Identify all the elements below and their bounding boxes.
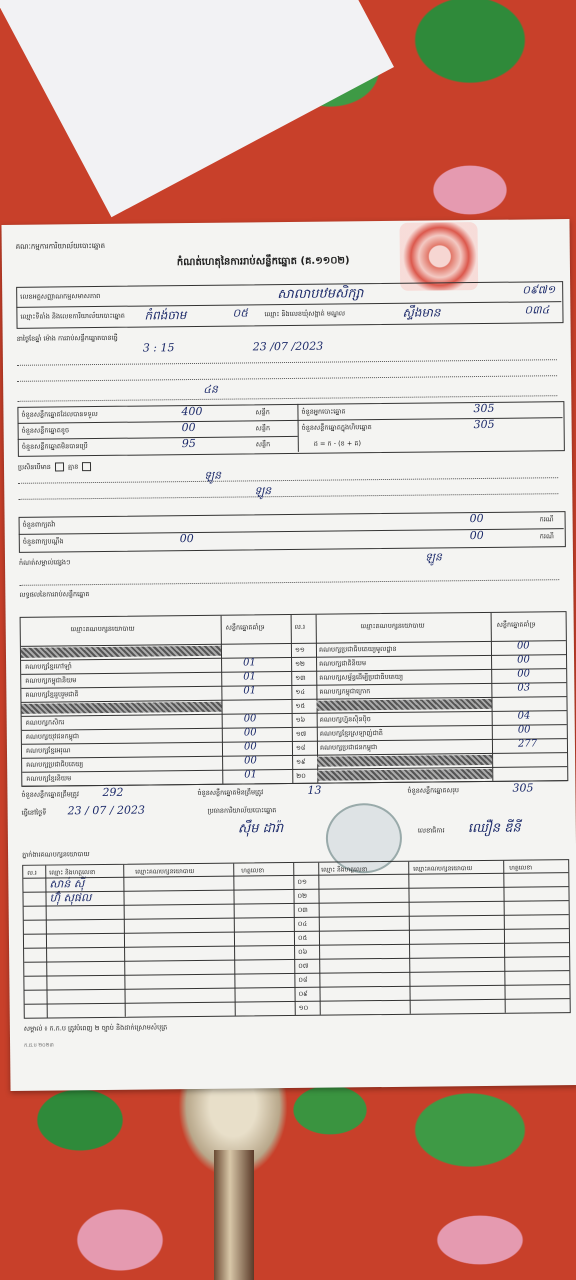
- party-votes: 00: [517, 668, 531, 680]
- handwritten-date: 23 /07 /2023: [252, 339, 324, 354]
- row-number: ១១: [294, 645, 305, 654]
- party-votes: 00: [517, 724, 531, 736]
- handwritten-commune: សាលាបឋមសិក្សា: [277, 286, 364, 303]
- observer-row-number: ០៣: [297, 905, 308, 914]
- row-number: ១៧: [295, 729, 307, 738]
- party-votes: 03: [517, 682, 531, 694]
- row-number: ១៦: [295, 715, 306, 724]
- party-results-table: ឈ្មោះគណបក្សនយោបាយ សន្លឹកឆ្នោតគាំទ្រ ល.រ ឈ្មោះគណបក្សនយោបាយ សន្លឹកឆ្នោតគាំទ្រ គណបក្សប្រជាធិបតេយ្យមូលដ្ឋាន 00 ១១ គណបក្សខ្មែរកៅឡាំ 01 គណបក្សជាតិនិយម 00 ១២ គណបក្សកម្ពុជានិយម 01 គណបក្សសម្ព័ន្ធដើម្បីប្រជាធិបតេយ្យ 00 ១៣ គណបក្សខ្មែររួបរួមជាតិ 01 គណបក្សកម្ពុជាក្រោក 03 ១៤ ១៥ គណបក្សកសិករ 00 គណបក្សហ្វ៊ុនស៊ិនប៉ិច 04 ១៦ គណបក្សយុវជនកម្ពុជា 00 គណបក្សខ្មែរស្រឡាញ់ជាតិ 00 ១៧ គណបក្សខ្មែរអរុណ 00 គណបក្សប្រជាជនកម្ពុជា 277 ១៨ គណបក្សប្រជាធិបតេយ្យ 00 ១៩ គណបក្សខ្មែរនិយម 01 ២០: [20, 611, 569, 787]
- red-official-seal: [399, 222, 478, 291]
- party-name: គណបក្សខ្មែរនិយម: [26, 774, 72, 783]
- vote-count-report-document: គណៈកម្មការការិយាល័យបោះឆ្នោត កំណត់ហេតុនៃការរាប់សន្លឹកឆ្នោត (គ.១១០២) លេខអត្តសញ្ញាណកម្មសមាសភាព ឈ្មោះទីតាំង និងលេខការិយាល័យបោះឆ្នោត កំពង់ចាម ០៥ សាលាបឋមសិក្សា ០៩៧១ ឈ្មោះ និងលេខឃុំសង្កាត់ មណ្ឌល ស្ទឹងមាន ០៣៤ នាថ្ងៃខែឆ្នាំ ម៉ោង ការរាប់សន្លឹកឆ្នោតបានធ្វើ 3 : 15 23 /07 /2023 ៤ន ចំនួនសន្លឹកឆ្នោតដែលបានទទួល ចំនួនសន្លឹកឆ្នោតខូច ចំនួនសន្លឹកឆ្នោតមិនបានប្រើ 400 00 95 សន្លឹក សន្លឹក សន្លឹក ចំនួនអ្នកបោះឆ្នោត ចំនួនសន្លឹកឆ្នោតក្នុងហិបឆ្នោត 305 305 ដ = ក - (ខ + គ) ប្រសិនបើមាន គ្មាន ឡូន ឡូន ចំនួនពាក្យតវ៉ា ចំនួនពាក្យបណ្តឹង 00 00 00 ករណី ករណី កំណត់សម្គាល់ផ្សេងៗ ឡូន លទ្ធផលនៃការរាប់សន្លឹកឆ្នោត ឈ្មោះគណបក្សនយោបាយ សន្លឹកឆ្នោតគាំទ្រ ល.រ ឈ្មោះគណបក្សនយោបាយ សន្លឹកឆ្នោតគាំទ្រ គណបក្សប្រជាធិបតេយ្យមូលដ្ឋាន 00 ១១ គណបក្សខ្មែរកៅឡាំ 01 គណបក្សជាតិនិយម 00 ១២ គណបក្សកម្ពុជានិយម 01 គណបក្សសម្ព័ន្ធដើម្បីប្រជាធិបតេយ្យ 00 ១៣ គណបក្សខ្មែររួបរួមជាតិ 01 គណបក្សកម្ពុជាក្រោក 03 ១៤ ១៥ គណបក្សកសិករ 00 គណបក្សហ្វ៊ុនស៊ិនប៉ិច 04 ១៦ គណបក្សយុវជនកម្ពុជា 00 គណបក្សខ្មែរស្រឡាញ់ជាតិ 00 ១៧ គណបក្សខ្មែរអរុណ 00 គណបក្សប្រជាជនកម្ពុជា 277 ១៨ គណបក្សប្រជាធិបតេយ្យ 00 ១៩ គណបក្សខ្មែរនិយម 01 ២០ ចំនួនសន្លឹកឆ្នោតត្រឹមត្រូវ 292 ចំនួនសន្លឹកឆ្នោតមិនត្រឹមត្រូវ 13 ចំនួនសន្លឹកឆ្នោតសរុប 305 ធ្វើនៅថ្ងៃទី 23 / 07 / 2023 ប្រធានការិយាល័យបោះឆ្នោត ស៊ឹម ដារ៉ា លេខាធិការ ឈឿន ឌីនី ភ្នាក់ងារគណបក្សនយោបាយ ល.រ ឈ្មោះ និងហត្ថលេខា ឈ្មោះគណបក្សនយោបាយ ហត្ថលេខា ឈ្មោះ និងហត្ថលេខា ឈ្មោះគណបក្សនយោបាយ ហត្ថលេខា សាន់ ស៊ី ហ៊ុំ សុផល ០១ ០២ ០៣ ០៤ ០៥ ០៦ ០៧ ០៨ ០៩ ១០ សម្គាល់ ៖ ក.ក.ប ត្រូវបំពេញ ២ ច្បាប់ និងដាក់ស្រោមសំបុត្រ ក.ជ.ប ២០២៣: [1, 219, 576, 1091]
- party-votes: 00: [517, 654, 530, 666]
- redacted-row: [317, 755, 492, 767]
- received-count: 400: [181, 404, 203, 419]
- observer-row-number: ០១: [297, 877, 307, 886]
- observer-row-number: ០៤: [297, 919, 308, 928]
- party-name: គណបក្សខ្មែររួបរួមជាតិ: [25, 690, 79, 699]
- party-name: គណបក្សកម្ពុជាក្រោក: [319, 687, 371, 696]
- party-votes: 01: [244, 769, 258, 781]
- top-left-heading: គណៈកម្មការការិយាល័យបោះឆ្នោត: [15, 241, 106, 251]
- row-number: ១២: [295, 659, 305, 668]
- row-number: ១៣: [295, 673, 306, 682]
- footer-note: សម្គាល់ ៖ ក.ក.ប ត្រូវបំពេញ ២ ច្បាប់ និងដាក់ស្រោមសំបុត្រ: [23, 1023, 168, 1033]
- party-name: គណបក្សប្រជាជនកម្ពុជា: [319, 743, 378, 752]
- row-number: ១៨: [295, 743, 306, 752]
- party-agents-table: ល.រ ឈ្មោះ និងហត្ថលេខា ឈ្មោះគណបក្សនយោបាយ ហត្ថលេខា ឈ្មោះ និងហត្ថលេខា ឈ្មោះគណបក្សនយោបាយ ហត្ថលេខា សាន់ ស៊ី ហ៊ុំ សុផល ០១ ០២ ០៣ ០៤ ០៥ ០៦ ០៧ ០៨ ០៩ ១០: [22, 859, 571, 1019]
- party-votes: 01: [243, 657, 256, 669]
- party-name: គណបក្សខ្មែរកៅឡាំ: [25, 662, 72, 671]
- wooden-stick: [214, 1150, 254, 1280]
- party-votes: 04: [517, 710, 531, 722]
- observer-row-number: ០៥: [297, 933, 308, 942]
- redacted-row: [316, 699, 491, 711]
- secretary-signature: ឈឿន ឌីនី: [467, 820, 521, 837]
- party-name: គណបក្សប្រជាធិបតេយ្យ: [26, 760, 84, 769]
- document-title: កំណត់ហេតុនៃការរាប់សន្លឹកឆ្នោត (គ.១១០២): [176, 255, 350, 269]
- redacted-row: [317, 769, 492, 781]
- observer-row-number: ០៦: [298, 947, 308, 956]
- handwritten-time: 3 : 15: [142, 341, 175, 355]
- party-name: គណបក្សជាតិនិយម: [319, 659, 367, 668]
- party-name: គណបក្សកម្ពុជានិយម: [25, 676, 77, 685]
- row-number: ១៥: [295, 701, 306, 710]
- observer-row-number: ០២: [297, 891, 308, 900]
- row-number: ១៤: [295, 687, 305, 696]
- observer-row-number: ០៨: [298, 975, 308, 984]
- party-votes: 00: [243, 741, 257, 753]
- observer-row-number: ០៧: [298, 961, 309, 970]
- redacted-row: [21, 702, 221, 714]
- party-name: គណបក្សកសិករ: [25, 718, 65, 727]
- party-name: គណបក្សប្រជាធិបតេយ្យមូលដ្ឋាន: [318, 644, 397, 654]
- grand-total: 305: [512, 781, 534, 795]
- chair-signature: ស៊ឹម ដារ៉ា: [237, 821, 284, 837]
- party-name: គណបក្សយុវជនកម្ពុជា: [25, 732, 80, 741]
- party-votes: 01: [243, 685, 257, 697]
- observer-row-number: ០៩: [298, 989, 308, 998]
- party-votes: 00: [516, 640, 530, 652]
- redacted-row: [21, 646, 221, 658]
- party-name: គណបក្សហ្វ៊ុនស៊ិនប៉ិច: [319, 715, 371, 724]
- party-votes: 00: [243, 713, 257, 725]
- party-votes: 01: [243, 671, 257, 683]
- handwritten-province: កំពង់ចាម: [144, 308, 187, 323]
- party-votes: 277: [517, 738, 538, 750]
- row-number: ២០: [296, 771, 306, 780]
- row-number: ១៩: [296, 757, 306, 766]
- valid-total: 292: [102, 785, 124, 799]
- party-name: គណបក្សខ្មែរស្រឡាញ់ជាតិ: [319, 729, 383, 738]
- party-votes: 00: [243, 727, 257, 739]
- party-name: គណបក្សសម្ព័ន្ធដើម្បីប្រជាធិបតេយ្យ: [319, 672, 404, 682]
- party-votes: 00: [244, 755, 257, 767]
- party-name: គណបក្សខ្មែរអរុណ: [25, 746, 71, 755]
- voters-count: 305: [473, 401, 495, 416]
- observer-row-number: ១០: [298, 1003, 309, 1012]
